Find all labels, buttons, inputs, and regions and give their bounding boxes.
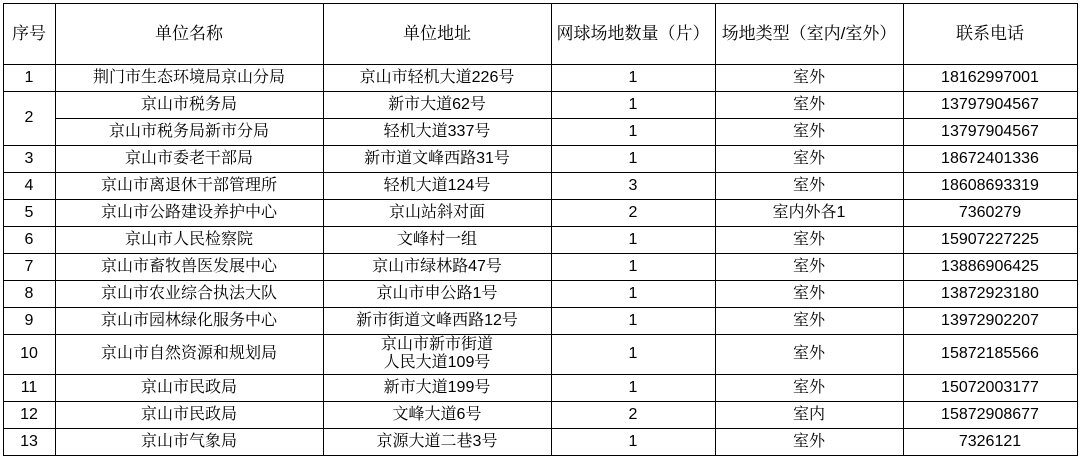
cell-unit-name: 京山市公路建设养护中心 bbox=[55, 200, 323, 227]
cell-court-count: 1 bbox=[551, 146, 715, 173]
cell-court-type: 室外 bbox=[715, 146, 903, 173]
cell-court-count: 2 bbox=[551, 200, 715, 227]
table-row bbox=[3, 227, 1077, 254]
table-row bbox=[3, 428, 1077, 455]
cell-index: 3 bbox=[3, 146, 55, 173]
cell-court-count: 2 bbox=[551, 401, 715, 428]
cell-contact-phone: 7326121 bbox=[903, 428, 1077, 455]
table-row bbox=[3, 281, 1077, 308]
cell-court-type: 室外 bbox=[715, 254, 903, 281]
cell-unit-name: 京山市民政局 bbox=[55, 401, 323, 428]
table-header bbox=[3, 4, 1077, 65]
cell-contact-phone: 15907227225 bbox=[903, 227, 1077, 254]
cell-unit-address: 文峰村一组 bbox=[323, 227, 551, 254]
cell-contact-phone: 15872185566 bbox=[903, 335, 1077, 375]
table-row bbox=[3, 146, 1077, 173]
column-header-court-count: 网球场地数量（片） bbox=[551, 4, 715, 65]
tennis-venue-table bbox=[3, 3, 1078, 456]
cell-unit-address: 京山市新市街道 人民大道109号 bbox=[323, 335, 551, 375]
cell-index: 9 bbox=[3, 308, 55, 335]
cell-unit-name: 京山市园林绿化服务中心 bbox=[55, 308, 323, 335]
cell-unit-address: 新市大道62号 bbox=[323, 92, 551, 119]
cell-unit-address: 京山市轻机大道226号 bbox=[323, 65, 551, 92]
cell-court-count: 1 bbox=[551, 119, 715, 146]
column-header-index: 序号 bbox=[3, 4, 55, 65]
cell-court-count: 1 bbox=[551, 308, 715, 335]
cell-unit-address: 京山市绿林路47号 bbox=[323, 254, 551, 281]
cell-court-type: 室外 bbox=[715, 92, 903, 119]
column-header-court-type: 场地类型（室内/室外） bbox=[715, 4, 903, 65]
cell-unit-name: 京山市自然资源和规划局 bbox=[55, 335, 323, 375]
cell-court-type: 室外 bbox=[715, 335, 903, 375]
cell-index: 12 bbox=[3, 401, 55, 428]
cell-index: 10 bbox=[3, 335, 55, 375]
table-row bbox=[3, 254, 1077, 281]
table-body bbox=[3, 65, 1077, 456]
cell-index: 8 bbox=[3, 281, 55, 308]
cell-unit-name: 京山市农业综合执法大队 bbox=[55, 281, 323, 308]
cell-unit-name: 京山市畜牧兽医发展中心 bbox=[55, 254, 323, 281]
cell-court-type: 室外 bbox=[715, 374, 903, 401]
cell-unit-name: 京山市人民检察院 bbox=[55, 227, 323, 254]
column-header-unit-name: 单位名称 bbox=[55, 4, 323, 65]
cell-court-count: 1 bbox=[551, 92, 715, 119]
cell-contact-phone: 18672401336 bbox=[903, 146, 1077, 173]
cell-court-count: 1 bbox=[551, 374, 715, 401]
table-row bbox=[3, 308, 1077, 335]
cell-unit-name: 荆门市生态环境局京山分局 bbox=[55, 65, 323, 92]
cell-court-type: 室外 bbox=[715, 281, 903, 308]
cell-court-count: 1 bbox=[551, 428, 715, 455]
cell-unit-address: 京山市申公路1号 bbox=[323, 281, 551, 308]
cell-contact-phone: 13972902207 bbox=[903, 308, 1077, 335]
cell-court-type: 室内外各1 bbox=[715, 200, 903, 227]
cell-index: 11 bbox=[3, 374, 55, 401]
cell-court-type: 室内 bbox=[715, 401, 903, 428]
cell-unit-address: 文峰大道6号 bbox=[323, 401, 551, 428]
cell-court-type: 室外 bbox=[715, 65, 903, 92]
cell-contact-phone: 13886906425 bbox=[903, 254, 1077, 281]
document-page bbox=[0, 3, 1080, 450]
cell-index: 7 bbox=[3, 254, 55, 281]
cell-court-type: 室外 bbox=[715, 428, 903, 455]
cell-unit-address: 新市街道文峰西路12号 bbox=[323, 308, 551, 335]
cell-contact-phone: 18608693319 bbox=[903, 173, 1077, 200]
cell-contact-phone: 13872923180 bbox=[903, 281, 1077, 308]
cell-court-type: 室外 bbox=[715, 119, 903, 146]
table-row bbox=[3, 65, 1077, 92]
table-row bbox=[3, 92, 1077, 119]
cell-unit-address: 轻机大道337号 bbox=[323, 119, 551, 146]
cell-unit-name: 京山市气象局 bbox=[55, 428, 323, 455]
table-header-row bbox=[3, 4, 1077, 65]
cell-unit-name: 京山市税务局新市分局 bbox=[55, 119, 323, 146]
cell-index: 6 bbox=[3, 227, 55, 254]
cell-court-type: 室外 bbox=[715, 308, 903, 335]
table-row bbox=[3, 335, 1077, 375]
cell-contact-phone: 13797904567 bbox=[903, 92, 1077, 119]
table-row bbox=[3, 173, 1077, 200]
cell-court-type: 室外 bbox=[715, 227, 903, 254]
cell-contact-phone: 15072003177 bbox=[903, 374, 1077, 401]
cell-court-count: 1 bbox=[551, 65, 715, 92]
cell-contact-phone: 7360279 bbox=[903, 200, 1077, 227]
column-header-contact-phone: 联系电话 bbox=[903, 4, 1077, 65]
cell-contact-phone: 13797904567 bbox=[903, 119, 1077, 146]
cell-court-count: 1 bbox=[551, 227, 715, 254]
table-row bbox=[3, 374, 1077, 401]
cell-unit-address: 新市道文峰西路31号 bbox=[323, 146, 551, 173]
cell-unit-name: 京山市民政局 bbox=[55, 374, 323, 401]
cell-court-count: 1 bbox=[551, 281, 715, 308]
cell-unit-name: 京山市税务局 bbox=[55, 92, 323, 119]
cell-unit-address: 新市大道199号 bbox=[323, 374, 551, 401]
cell-index: 13 bbox=[3, 428, 55, 455]
table-row bbox=[3, 401, 1077, 428]
cell-contact-phone: 15872908677 bbox=[903, 401, 1077, 428]
cell-unit-name: 京山市委老干部局 bbox=[55, 146, 323, 173]
cell-court-count: 1 bbox=[551, 254, 715, 281]
cell-court-count: 1 bbox=[551, 335, 715, 375]
table-row bbox=[3, 200, 1077, 227]
cell-unit-address: 京山站斜对面 bbox=[323, 200, 551, 227]
table-row bbox=[3, 119, 1077, 146]
cell-court-count: 3 bbox=[551, 173, 715, 200]
cell-index: 1 bbox=[3, 65, 55, 92]
cell-unit-address: 轻机大道124号 bbox=[323, 173, 551, 200]
cell-index: 5 bbox=[3, 200, 55, 227]
cell-contact-phone: 18162997001 bbox=[903, 65, 1077, 92]
cell-court-type: 室外 bbox=[715, 173, 903, 200]
cell-index: 2 bbox=[3, 92, 55, 146]
cell-index: 4 bbox=[3, 173, 55, 200]
column-header-unit-address: 单位地址 bbox=[323, 4, 551, 65]
cell-unit-name: 京山市离退休干部管理所 bbox=[55, 173, 323, 200]
cell-unit-address: 京源大道二巷3号 bbox=[323, 428, 551, 455]
